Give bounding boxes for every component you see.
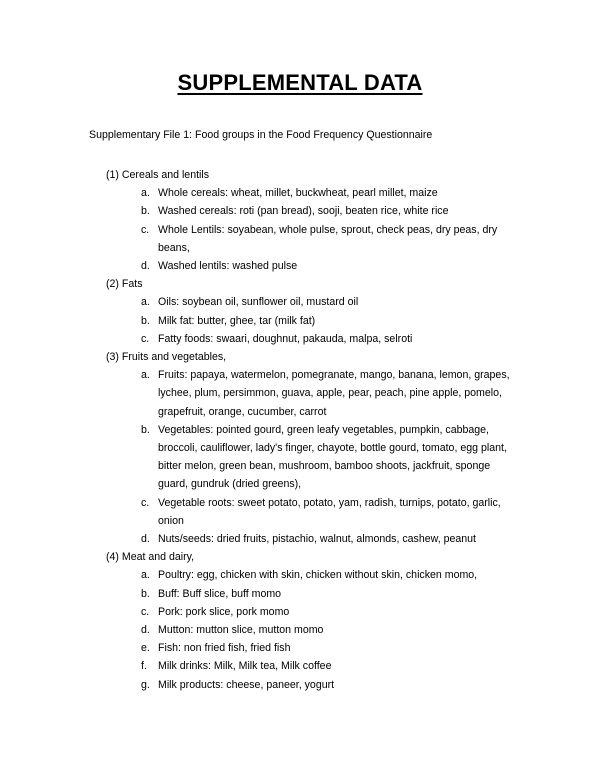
item-letter: a. [141,187,150,200]
item-text: Milk fat: butter, ghee, tar (milk fat) [158,314,316,327]
food-group-item [0,676,600,694]
item-letter: c. [141,223,150,236]
item-letter: f. [141,660,147,673]
item-letter: c. [141,605,150,618]
item-text: Fatty foods: swaari, doughnut, pakauda, malpa, selroti [158,332,413,345]
food-group-item [0,293,600,311]
food-groups-list [0,166,600,694]
food-group-item [0,603,600,621]
food-group-heading: (2) Fats [106,278,143,291]
food-group-item [0,494,600,530]
food-group-item [0,421,600,494]
food-group-item [0,530,600,548]
item-letter: b. [141,314,150,327]
document-subtitle: Supplementary File 1: Food groups in the Food Frequency Questionnaire [89,129,433,141]
item-letter: c. [141,332,150,345]
item-letter: e. [141,642,150,655]
item-text: Fruits: papaya, watermelon, pomegranate, mango, banana, lemon, grapes, lychee, plum, persimmon, guava, apple, pear, peach, pine apple, pomelo, grapefruit, orange, cucumber, carrot [158,369,510,418]
food-group-heading: (1) Cereals and lentils [106,169,210,181]
food-group-item [0,184,600,202]
item-letter: b. [141,587,150,600]
food-group [0,275,600,348]
food-group-item [0,221,600,257]
item-text: Vegetable roots: sweet potato, potato, yam, radish, turnips, potato, garlic, onion [158,496,501,527]
food-group [0,166,600,275]
food-group-item [0,330,600,348]
item-letter: d. [141,624,150,637]
food-group-heading: (3) Fruits and vegetables, [106,351,227,364]
item-text: Milk drinks: Milk, Milk tea, Milk coffee [158,660,332,673]
food-group [0,348,600,548]
item-letter: a. [141,569,150,582]
food-group-item [0,657,600,675]
food-group [0,548,600,694]
item-text: Buff: Buff slice, buff momo [158,587,282,600]
item-text: Oils: soybean oil, sunflower oil, mustard oil [158,296,359,309]
food-group-item [0,621,600,639]
food-group-item [0,257,600,275]
item-letter: b. [141,423,150,436]
item-letter: d. [141,533,150,546]
item-text: Washed lentils: washed pulse [158,260,298,273]
item-letter: c. [141,496,150,509]
item-text: Nuts/seeds: dried fruits, pistachio, walnut, almonds, cashew, peanut [158,533,476,546]
item-text: Whole Lentils: soyabean, whole pulse, sprout, check peas, dry peas, dry beans, [158,223,498,254]
item-letter: a. [141,369,150,382]
food-group-item [0,585,600,603]
item-text: Washed cereals: roti (pan bread), sooji, beaten rice, white rice [158,205,449,218]
food-group-heading: (4) Meat and dairy, [106,551,195,564]
item-letter: b. [141,205,150,218]
page-title: SUPPLEMENTAL DATA [177,70,423,95]
item-text: Mutton: mutton slice, mutton momo [158,624,324,637]
item-text: Poultry: egg, chicken with skin, chicken without skin, chicken momo, [158,569,478,582]
item-letter: d. [141,260,150,273]
item-letter: g. [141,678,150,691]
item-letter: a. [141,296,150,309]
item-text: Fish: non fried fish, fried fish [158,642,291,655]
food-group-item [0,366,600,421]
food-group-item [0,566,600,584]
food-group-item [0,202,600,220]
food-group-item [0,312,600,330]
item-text: Milk products: cheese, paneer, yogurt [158,678,335,691]
item-text: Whole cereals: wheat, millet, buckwheat, pearl millet, maize [158,187,438,200]
item-text: Vegetables: pointed gourd, green leafy vegetables, pumpkin, cabbage, broccoli, cauliflower, lady's finger, chayote, bottle gourd, tomato, egg plant, bitter melon, green bean, mushroom, bamboo shoots, jackfruit, sponge guard, gundruk (dried greens), [158,423,507,491]
item-text: Pork: pork slice, pork momo [158,605,290,618]
food-group-item [0,639,600,657]
